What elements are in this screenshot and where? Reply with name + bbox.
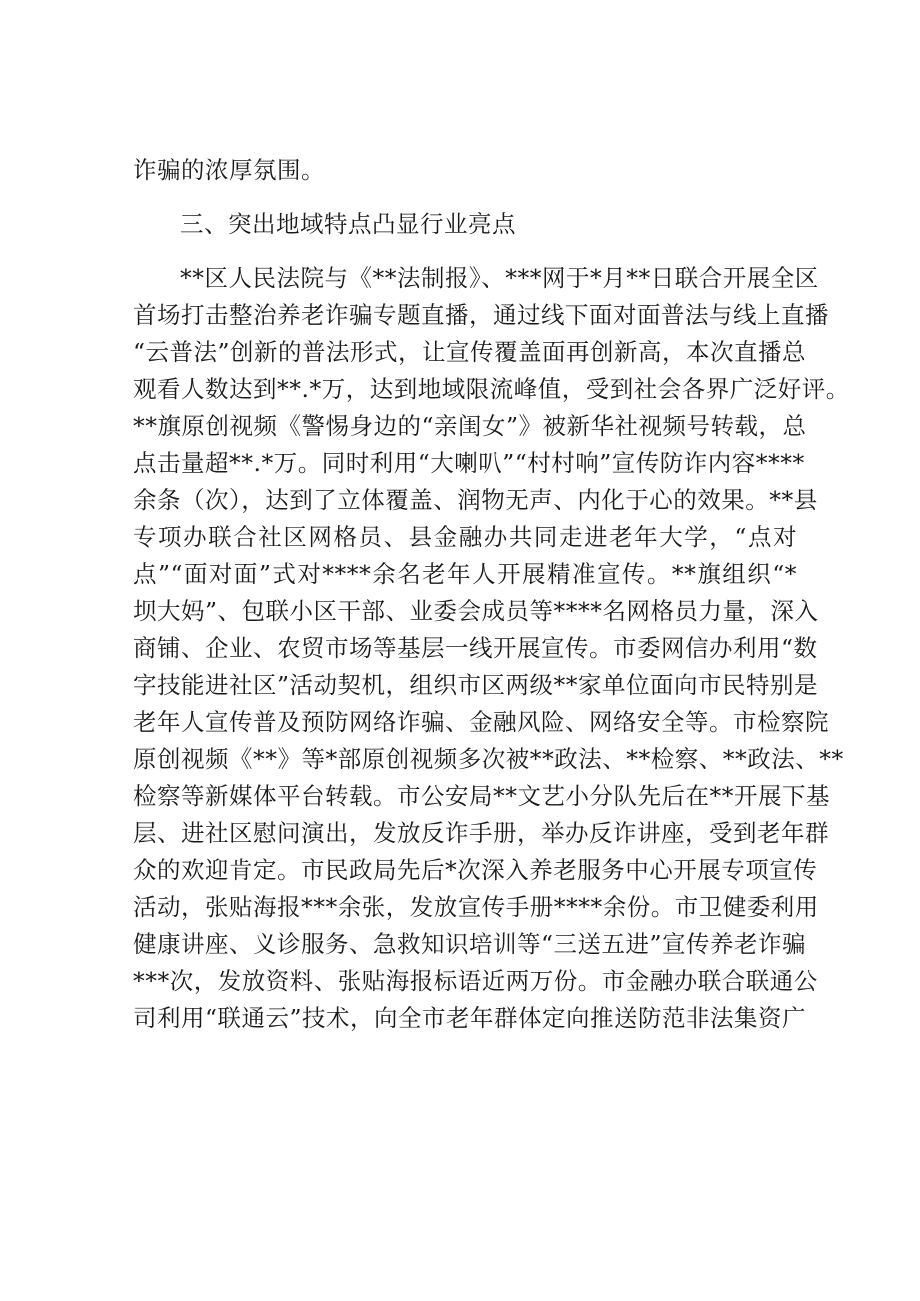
body-line: 余条（次），达到了立体覆盖、润物无声、内化于心的效果。**县 [133, 486, 818, 514]
body-line: 健康讲座、义诊服务、急救知识培训等“三送五进”宣传养老诈骗 [133, 930, 807, 958]
body-line: 坝大妈”、包联小区干部、业委会成员等****名网格员力量，深入 [133, 597, 819, 625]
body-line: 点”“面对面”式对****余名老年人开展精准宣传。**旗组织“* [133, 560, 797, 588]
body-line: 专项办联合社区网格员、县金融办共同走进老年大学，“点对 [133, 523, 797, 551]
section-heading: 三、突出地域特点凸显行业亮点 [180, 210, 516, 238]
body-line: 观看人数达到**.*万，达到地域限流峰值，受到社会各界广泛好评。 [133, 375, 850, 403]
body-line: 老年人宣传普及预防网络诈骗、金融风险、网络安全等。市检察院 [133, 708, 829, 736]
body-line: “云普法”创新的普法形式，让宣传覆盖面再创新高，本次直播总 [133, 338, 807, 366]
paragraph-end-line: 诈骗的浓厚氛围。 [133, 156, 325, 184]
body-line: **区人民法院与《**法制报》、***网于*月**日联合开展全区 [180, 264, 819, 292]
body-line: 字技能进社区”活动契机，组织市区两级**家单位面向市民特别是 [133, 671, 819, 699]
body-line: 原创视频《**》等*部原创视频多次被**政法、**检察、**政法、** [133, 745, 844, 773]
body-line: 检察等新媒体平台转载。市公安局**文艺小分队先后在**开展下基 [133, 782, 830, 810]
body-line: 众的欢迎肯定。市民政局先后*次深入养老服务中心开展专项宣传 [133, 856, 818, 884]
body-line: ***次，发放资料、张贴海报标语近两万份。市金融办联合联通公 [133, 967, 818, 995]
body-line: **旗原创视频《警惕身边的“亲闺女”》被新华社视频号转载，总 [133, 412, 807, 440]
body-line: 点击量超**.*万。同时利用“大喇叭”“村村响”宣传防诈内容**** [133, 449, 805, 477]
body-line: 司利用“联通云”技术，向全市老年群体定向推送防范非法集资广 [133, 1004, 807, 1032]
body-line: 层、进社区慰问演出，发放反诈手册，举办反诈讲座，受到老年群 [133, 819, 829, 847]
body-line: 首场打击整治养老诈骗专题直播，通过线下面对面普法与线上直播 [133, 301, 829, 329]
body-line: 商铺、企业、农贸市场等基层一线开展宣传。市委网信办利用“数 [133, 634, 818, 662]
body-line: 活动，张贴海报***余张，发放宣传手册****余份。市卫健委利用 [133, 893, 819, 921]
